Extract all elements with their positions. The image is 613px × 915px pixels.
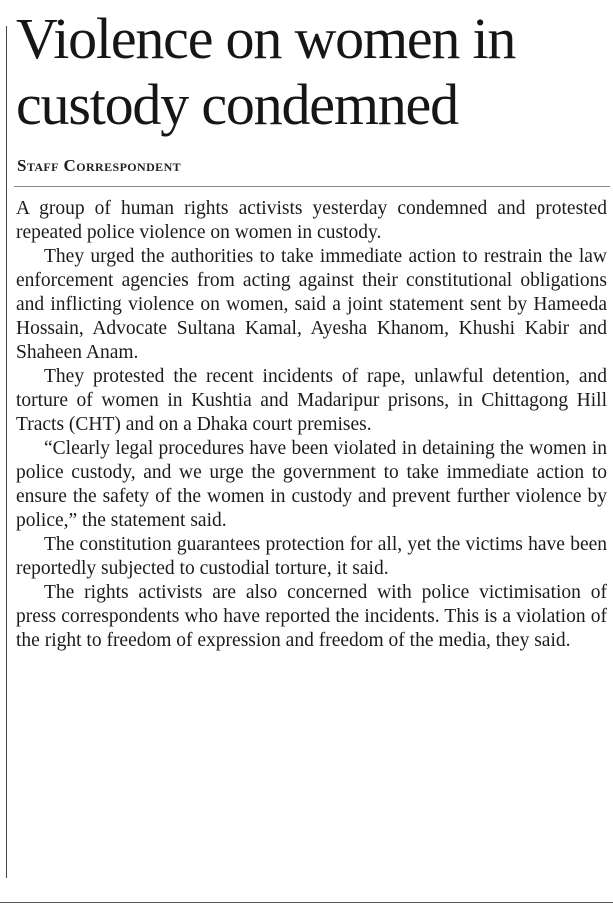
article-paragraph: The constitution guarantees protection for all, yet the victims have been reportedly subjected to custodial torture, it said. [16, 534, 607, 579]
article-paragraph: “Clearly legal procedures have been violated in detaining the women in police custody, and we urge the government to take immediate action to ensure the safety of the women in custody and prevent further violence by police,” the statement said. [16, 438, 607, 531]
article-byline: Staff Correspondent [17, 156, 182, 175]
column-rule-left [6, 26, 7, 878]
byline-divider [14, 186, 610, 187]
article-paragraph: The rights activists are also concerned with police victimisation of press correspondents who have reported the incidents. This is a violation of the right to freedom of expression and freedom of the media, they said. [16, 582, 607, 651]
bottom-divider [0, 902, 613, 903]
article-paragraph: A group of human rights activists yesterday condemned and protested repeated police violence on women in custody. [16, 198, 607, 243]
article-paragraph: They protested the recent incidents of rape, unlawful detention, and torture of women in Kushtia and Madaripur prisons, in Chittagong Hill Tracts (CHT) and on a Dhaka court premises. [16, 366, 607, 435]
article-body [16, 197, 607, 653]
article-paragraph: They urged the authorities to take immediate action to restrain the law enforcement agencies from acting against their constitutional obligations and inflicting violence on women, said a joint statement sent by Hameeda Hossain, Advocate Sultana Kamal, Ayesha Khanom, Khushi Kabir and Shaheen Anam. [16, 246, 607, 363]
article-headline: Violence on women in custody condemned [16, 6, 516, 137]
